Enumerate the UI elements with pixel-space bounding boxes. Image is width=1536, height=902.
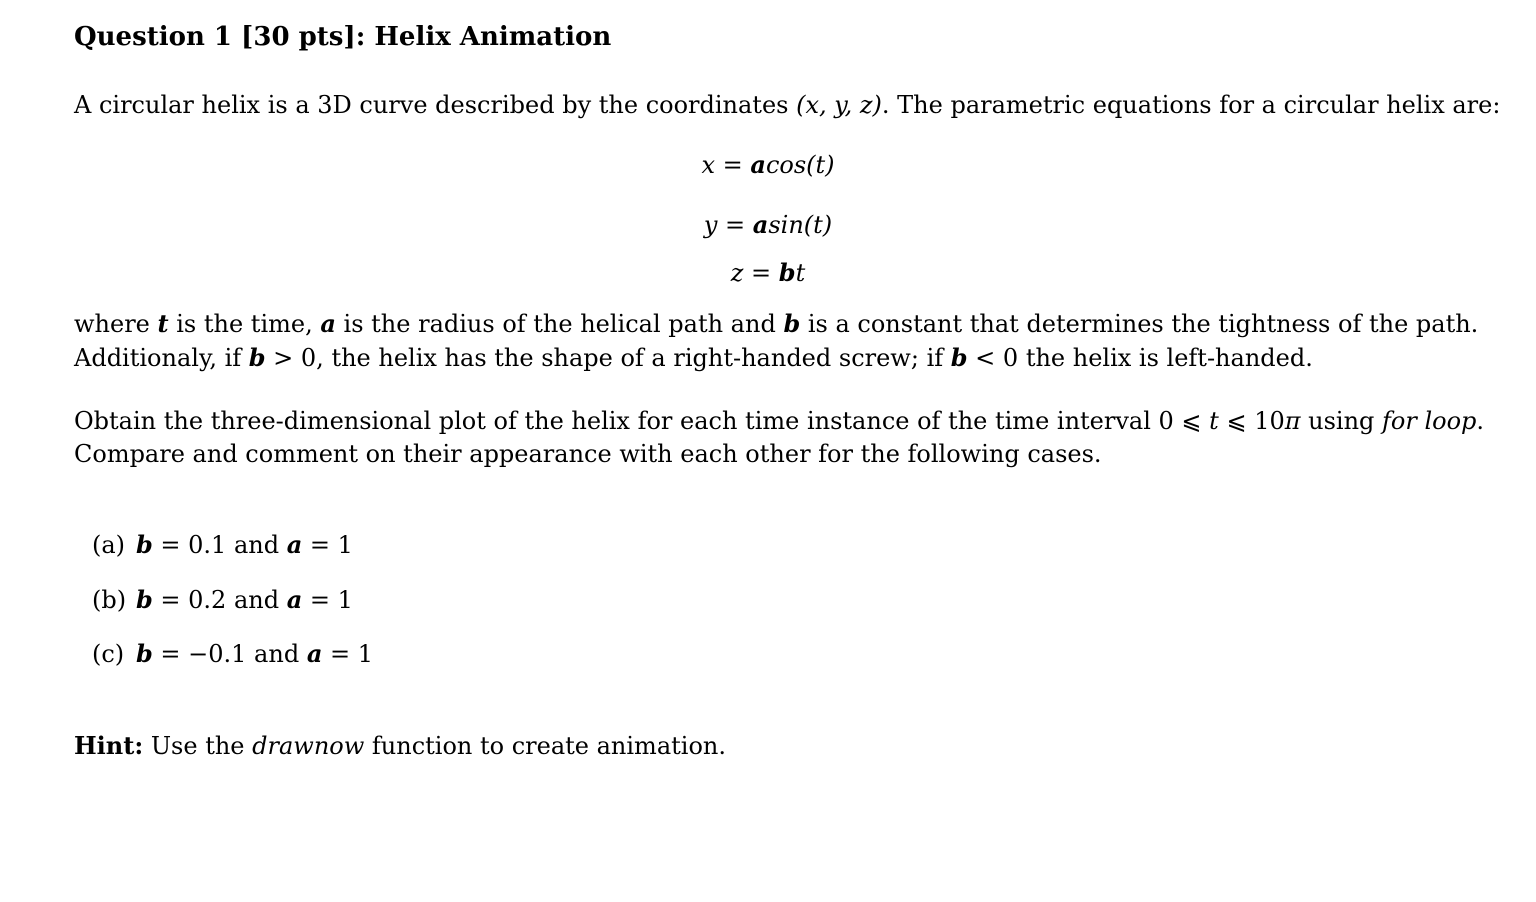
equation-y — [0, 210, 1536, 239]
equation-y-arg: (t) — [803, 211, 833, 239]
hint-paragraph — [74, 731, 726, 760]
case-var-a: a — [286, 530, 303, 559]
description-text: is the time, — [168, 310, 321, 338]
case-b — [92, 585, 353, 614]
description-var-b: b — [950, 343, 968, 372]
case-text: = 1 — [302, 531, 353, 559]
equation-z-lhs: z — [730, 259, 744, 287]
task-pi: π — [1284, 407, 1301, 435]
description-paragraph — [74, 307, 1479, 375]
equation-x-coef: a — [750, 150, 766, 179]
task-text: Compare and comment on their appearance with each other for the following cases. — [74, 440, 1102, 468]
case-text: = 1 — [302, 586, 353, 614]
case-var-b: b — [136, 639, 153, 668]
description-text: Additionaly, if — [74, 344, 249, 372]
hint-text: Use the — [143, 732, 253, 760]
case-text: = 0.1 and — [152, 531, 287, 559]
equation-x-lhs: x — [701, 151, 715, 179]
hint-function-name: drawnow — [252, 732, 365, 760]
equation-y-coef: a — [752, 210, 769, 239]
case-text: = 0.2 and — [152, 586, 287, 614]
equation-z-arg: t — [795, 259, 806, 287]
question-title: Question 1 [30 pts]: Helix Animation — [74, 22, 612, 52]
hint-label: Hint: — [74, 731, 144, 760]
description-text: < 0 the helix is left-handed. — [967, 344, 1313, 372]
equation-x-equals: = — [715, 151, 751, 179]
case-a — [92, 530, 353, 559]
equation-z-coef: b — [778, 258, 796, 287]
case-text: = −0.1 and — [152, 640, 307, 668]
task-paragraph — [74, 405, 1485, 471]
description-text: where — [74, 310, 158, 338]
task-for-loop: for loop — [1382, 407, 1477, 435]
task-text: ⩽ 10 — [1218, 407, 1285, 435]
task-text: . — [1476, 407, 1485, 435]
task-var-t: t — [1209, 407, 1219, 435]
case-var-a: a — [286, 585, 303, 614]
equation-x — [0, 150, 1536, 179]
equation-y-lhs: y — [703, 211, 718, 239]
equation-z-equals: = — [743, 259, 779, 287]
equation-y-equals: = — [717, 211, 753, 239]
description-text: > 0, the helix has the shape of a right-handed screw; if — [265, 344, 951, 372]
description-text: is a constant that determines the tightness of the path. — [800, 310, 1479, 338]
equation-z — [0, 258, 1536, 287]
case-var-b: b — [136, 585, 153, 614]
description-var-b: b — [248, 343, 266, 372]
case-var-b: b — [136, 530, 153, 559]
description-text: is the radius of the helical path and — [335, 310, 784, 338]
hint-text: function to create animation. — [364, 732, 726, 760]
equation-y-func: sin — [768, 211, 804, 239]
case-label: (a) — [92, 531, 126, 559]
description-var-b: b — [783, 309, 801, 338]
description-var-a: a — [320, 309, 336, 338]
task-text: using — [1300, 407, 1383, 435]
equation-x-arg: (t) — [806, 151, 835, 179]
case-c — [92, 639, 373, 668]
intro-paragraph — [74, 89, 1501, 122]
equation-x-func: cos — [765, 151, 807, 179]
case-var-a: a — [306, 639, 323, 668]
description-var-t: t — [157, 309, 169, 338]
intro-coords: (x, y, z) — [796, 91, 882, 119]
case-text: = 1 — [322, 640, 374, 668]
intro-text-after: . The parametric equations for a circular helix are: — [881, 91, 1501, 119]
intro-text-before: A circular helix is a 3D curve described by the coordinates — [74, 91, 797, 119]
task-text: Obtain the three-dimensional plot of the helix for each time instance of the time interval 0 ⩽ — [74, 407, 1210, 435]
case-label: (b) — [92, 586, 127, 614]
case-label: (c) — [92, 640, 125, 668]
